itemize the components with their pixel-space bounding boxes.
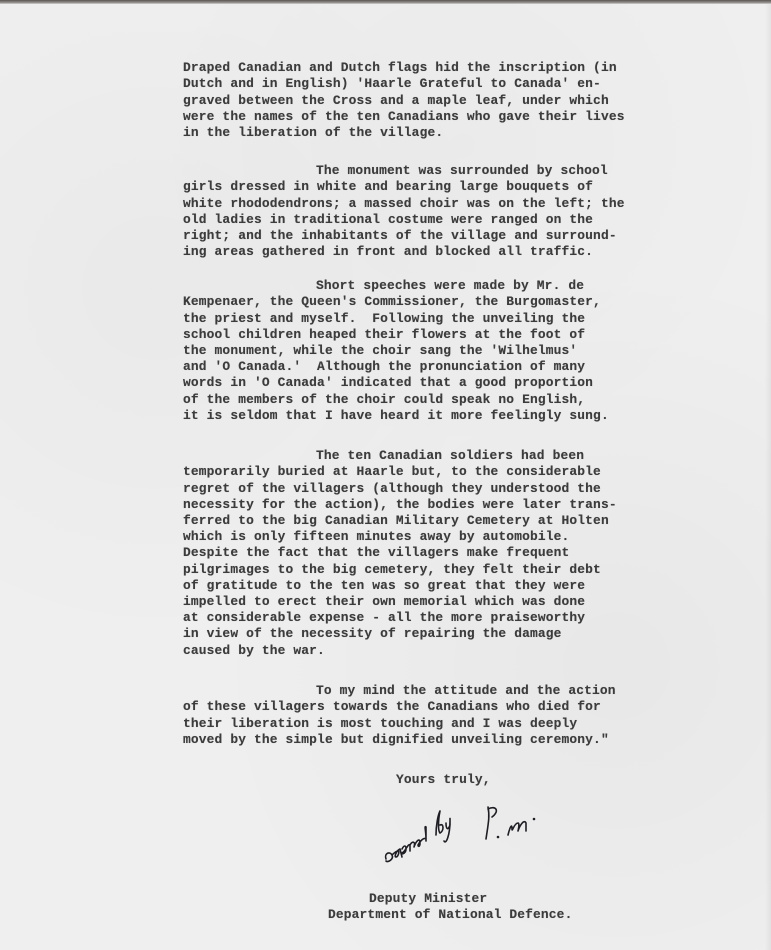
text-line: girls dressed in white and bearing large bouquets of [183, 179, 594, 195]
text-line: impelled to erect their own memorial which was done [183, 594, 586, 610]
text-line: Draped Canadian and Dutch flags hid the inscription (in [183, 60, 617, 76]
paragraph-inscription [183, 44, 625, 157]
text-line: temporarily buried at Haarle but, to the considerable [183, 464, 601, 480]
text-line: the priest and myself. Following the unveiling the [183, 310, 586, 326]
signatory-title: Deputy Minister [369, 891, 488, 906]
text-line: caused by the war. [183, 642, 325, 658]
text-line: of these villagers towards the Canadians who died for [183, 699, 601, 715]
text-line: were the names of the ten Canadians who gave their lives [183, 108, 625, 124]
text-line: moved by the simple but dignified unveiling ceremony." [183, 731, 609, 747]
scan-right-shadow [765, 4, 771, 950]
text-line: graved between the Cross and a maple leaf, under which [183, 92, 609, 108]
paragraph-soldiers [183, 432, 617, 675]
text-line: To my mind the attitude and the action [316, 683, 616, 699]
text-line: Dutch and in English) 'Haarle Grateful to Canada' en- [183, 76, 601, 92]
text-line: ing areas gathered in front and blocked all traffic. [183, 244, 594, 260]
paragraph-conclusion [183, 667, 616, 764]
text-line: The ten Canadian soldiers had been [316, 448, 585, 464]
handwritten-signature [380, 795, 570, 875]
text-line: regret of the villagers (although they understood the [183, 480, 601, 496]
text-line: right; and the inhabitants of the village and surround- [183, 228, 617, 244]
text-line: which is only fifteen minutes away by automobile. [183, 529, 570, 545]
text-line: ferred to the big Canadian Military Cemetery at Holten [183, 513, 609, 529]
paragraph-monument [183, 147, 625, 277]
text-line: the monument, while the choir sang the 'Wilhelmus' [183, 343, 578, 359]
signature-scribble-icon [380, 795, 570, 875]
text-line: at considerable expense - all the more praiseworthy [183, 610, 586, 626]
signatory-department: Department of National Defence. [328, 907, 573, 922]
text-line: Kempenaer, the Queen's Commissioner, the Burgomaster, [183, 294, 601, 310]
text-line: their liberation is most touching and I was deeply [183, 715, 578, 731]
closing-salutation: Yours truly, [396, 772, 491, 787]
text-line: of the members of the choir could speak no English, [183, 391, 586, 407]
text-line: in the liberation of the village. [183, 125, 444, 141]
text-line: and 'O Canada.' Although the pronunciation of many [183, 359, 586, 375]
text-line: Short speeches were made by Mr. de [316, 278, 585, 294]
text-line: white rhododendrons; a massed choir was on the left; the [183, 195, 625, 211]
text-line: The monument was surrounded by school [316, 163, 608, 179]
paragraph-speeches [183, 262, 609, 440]
text-line: old ladies in traditional costume were ranged on the [183, 211, 594, 227]
text-line: pilgrimages to the big cemetery, they felt their debt [183, 561, 601, 577]
text-line: necessity for the action), the bodies were later trans- [183, 496, 617, 512]
text-line: words in 'O Canada' indicated that a good proportion [183, 375, 594, 391]
text-line: it is seldom that I have heard it more feelingly sung. [183, 407, 609, 423]
text-line: in view of the necessity of repairing the damage [183, 626, 562, 642]
text-line: school children heaped their flowers at the foot of [183, 326, 586, 342]
text-line: of gratitude to the ten was so great that they were [183, 577, 586, 593]
text-line: Despite the fact that the villagers make frequent [183, 545, 570, 561]
